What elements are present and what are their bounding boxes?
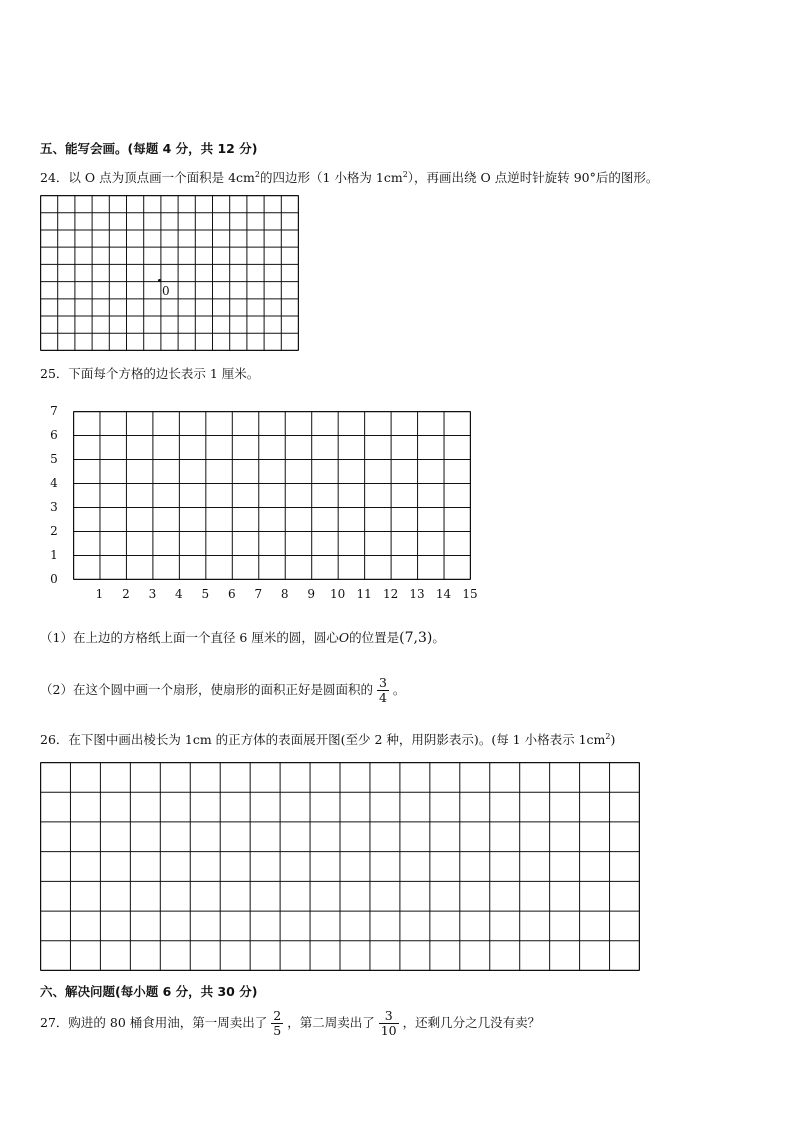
section6-heading: 六、解决问题(每小题 6 分，共 30 分) (40, 984, 258, 999)
q25-x-label: 12 (382, 587, 399, 601)
q25-x-label: 13 (409, 587, 425, 601)
q24-text-before: 24．以 O 点为顶点画一个面积是 4cm (40, 170, 255, 186)
q25-x-label: 9 (307, 587, 315, 601)
q24-text-mid: 的四边形（1 小格为 1cm (259, 170, 403, 186)
q27-text (40, 1007, 540, 1039)
q24-point-label: 0 (162, 284, 170, 298)
q27-fraction-2 (379, 1009, 399, 1038)
q25-y-label: 3 (50, 500, 58, 514)
q26-text (40, 729, 615, 748)
q27-text-after: ，还剩几分之几没有卖？ (402, 1015, 541, 1030)
q25-sub1-coord: (7,3) (399, 630, 433, 646)
q27-text-before: 27．购进的 80 桶食用油，第一周卖出了 (40, 1015, 268, 1030)
q25-x-label: 1 (95, 587, 104, 601)
q25-y-label: 5 (50, 452, 58, 466)
q25-x-label: 15 (462, 587, 478, 601)
q25-y-label: 7 (50, 404, 58, 418)
q27-frac1-den: 5 (273, 1023, 282, 1038)
q24-text (40, 167, 658, 186)
q25-sub2-fraction (377, 676, 389, 705)
q25-x-label: 14 (435, 587, 452, 601)
q25-sub2-text: （2）在这个圆中画一个扇形，使扇形的面积正好是圆面积的 (40, 682, 373, 697)
q25-x-label: 7 (254, 587, 263, 601)
q25-y-label: 6 (50, 428, 58, 442)
q25-x-label: 2 (122, 587, 130, 601)
q25-sub1-after: 的位置是 (349, 630, 400, 645)
q27-fraction-1 (271, 1009, 283, 1038)
q26-text-main: 26．在下图中画出棱长为 1cm 的正方体的表面展开图(至少 2 种，用阴影表示)。(每 1 小格表示 1cm (40, 732, 606, 748)
q25-sub1-var: O (338, 630, 350, 645)
q24-sup2: 2 (402, 170, 408, 179)
q27-frac2-num: 3 (384, 1008, 393, 1023)
q27-frac2-den: 10 (380, 1023, 397, 1038)
q25-x-label: 10 (330, 587, 346, 601)
q25-grid (73, 411, 471, 580)
q25-y-label: 2 (50, 524, 58, 538)
q24-grid (40, 195, 299, 351)
q27-text-mid: ，第二周卖出了 (287, 1015, 375, 1030)
q25-sub2-num: 3 (378, 675, 387, 690)
q26-grid (40, 762, 640, 971)
q24-point-o (158, 279, 161, 282)
q25-sub2-den: 4 (378, 690, 387, 705)
q25-x-label: 3 (148, 587, 157, 601)
q24-sup: 2 (254, 170, 260, 179)
q25-text: 25．下面每个方格的边长表示 1 厘米。 (40, 366, 260, 381)
section5-heading: 五、能写会画。(每题 4 分，共 12 分) (40, 141, 258, 156)
q27-frac1-num: 2 (273, 1008, 282, 1023)
q25-sub2 (40, 674, 405, 706)
q26-sup: 2 (605, 732, 611, 741)
q24-text-after: ），再画出绕 O 点逆时针旋转 90°后的图形。 (407, 170, 659, 186)
q25-x-label: 6 (227, 587, 236, 601)
q25-y-label: 4 (50, 476, 58, 490)
q25-sub2-end: 。 (392, 682, 406, 697)
q25-sub1-end: 。 (432, 630, 445, 645)
q25-x-label: 5 (201, 587, 210, 601)
q25-sub1-text: （1）在上边的方格纸上面一个直径 6 厘米的圆，圆心 (40, 630, 339, 645)
q25-y-label: 1 (50, 548, 58, 562)
q26-text-end: ) (610, 732, 616, 748)
q25-sub1 (40, 630, 445, 646)
q25-x-label: 4 (175, 587, 183, 601)
q25-x-label: 8 (280, 587, 289, 601)
q25-x-label: 11 (356, 587, 372, 601)
q25-y-label: 0 (50, 572, 58, 586)
